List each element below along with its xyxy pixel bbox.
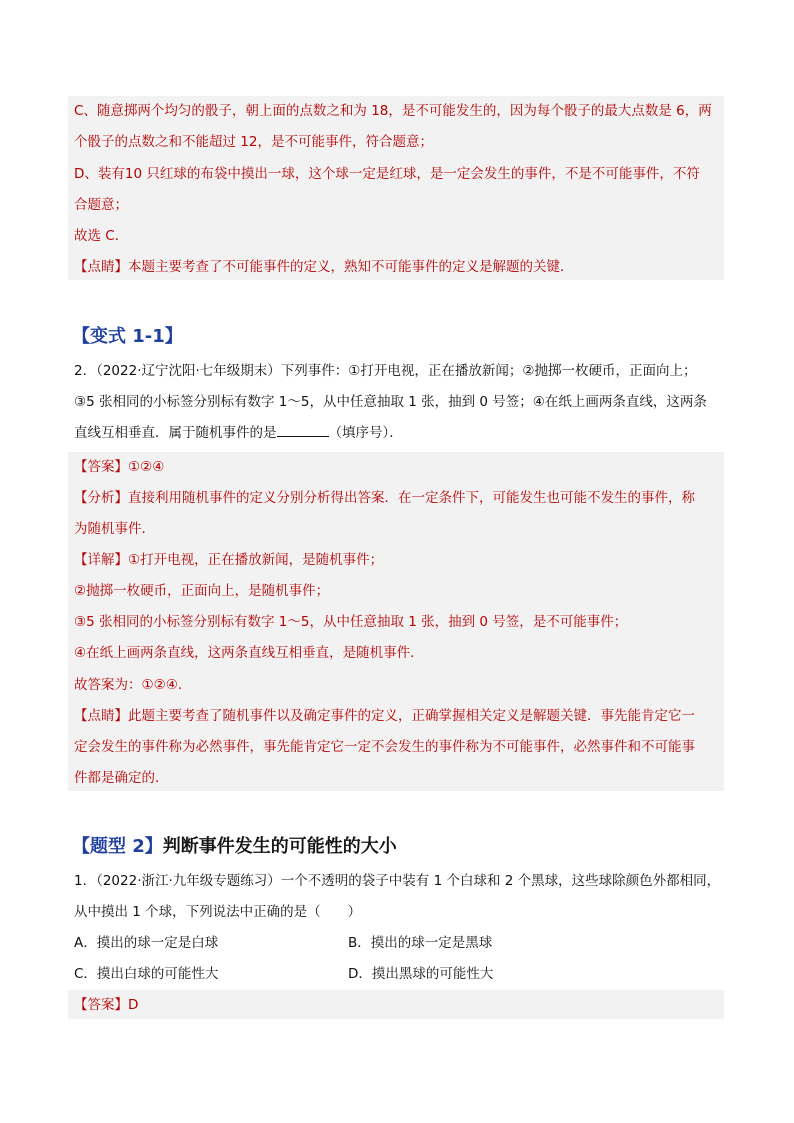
conclusion-line: 故答案为：①②④. [74,677,183,693]
solution-line: D、装有10 只红球的布袋中摸出一球，这个球一定是红球，是一定会发生的事件，不是不可能事件，不符 [74,166,700,182]
detail-line: 【详解】①打开电视，正在播放新闻，是随机事件； [74,552,384,568]
solution-line: 合题意； [74,197,128,213]
option-d: D．摸出黑球的可能性大 [348,966,494,982]
option-c: C．摸出白球的可能性大 [74,966,219,982]
question-2-line-1: 2．（2022·辽宁沈阳·七年级期末）下列事件：①打开电视，正在播放新闻；②抛掷一枚硬币，正面向上； [74,363,697,379]
analysis-line: 【分析】直接利用随机事件的定义分别分析得出答案．在一定条件下，可能发生也可能不发生的事件，称 [74,490,695,506]
key-point-line: 件都是确定的． [74,770,169,786]
solution-block-3 [68,990,724,1019]
option-b: B．摸出的球一定是黑球 [348,935,493,951]
solution-block-1 [68,96,724,280]
answer-line: 【答案】①②④ [74,459,165,475]
question-type-title: 判断事件发生的可能性的大小 [162,836,397,857]
question-type-label: 【题型 2】 [72,836,163,857]
question-type-heading [72,832,397,858]
detail-line: ④在纸上画两条直线，这两条直线互相垂直，是随机事件． [74,645,424,661]
key-point-line: 定会发生的事件称为必然事件，事先能肯定它一定不会发生的事件称为不可能事件，必然事件和不可能事 [74,739,695,755]
question-2-hint: （填序号）． [328,425,403,441]
solution-line: 个骰子的点数之和不能超过 12，是不可能事件，符合题意； [74,134,433,150]
solution-line: C、随意掷两个均匀的骰子，朝上面的点数之和为 18，是不可能发生的，因为每个骰子的最大点数是 6，两 [74,103,712,119]
question-1-line-1: 1．（2022·浙江·九年级专题练习）一个不透明的袋子中装有 1 个白球和 2 个黑球，这些球除颜色外都相同， [74,873,721,889]
option-a: A．摸出的球一定是白球 [74,935,219,951]
question-2-line-2: ③5 张相同的小标签分别标有数字 1～5，从中任意抽取 1 张，抽到 0 号签；④在纸上画两条直线，这两条 [74,394,707,410]
key-point-line: 【点睛】此题主要考查了随机事件以及确定事件的定义，正确掌握相关定义是解题关键．事先能肯定它一 [74,708,695,724]
key-point-line: 【点睛】本题主要考查了不可能事件的定义，熟知不可能事件的定义是解题的关键． [74,259,574,275]
variant-heading: 【变式 1-1】 [72,326,183,347]
detail-line: ③5 张相同的小标签分别标有数字 1～5，从中任意抽取 1 张，抽到 0 号签，是不可能事件； [74,614,628,630]
answer-line: 【答案】D [74,997,139,1013]
detail-line: ②抛掷一枚硬币，正面向上，是随机事件； [74,583,330,599]
question-2-text: 直线互相垂直．属于随机事件的是 [74,425,277,441]
question-1-line-2: 从中摸出 1 个球，下列说法中正确的是（ ） [74,904,362,920]
solution-line: 故选 C． [74,228,129,244]
question-2-line-3 [74,423,403,443]
answer-blank [277,424,329,437]
analysis-line: 为随机事件． [74,521,155,537]
